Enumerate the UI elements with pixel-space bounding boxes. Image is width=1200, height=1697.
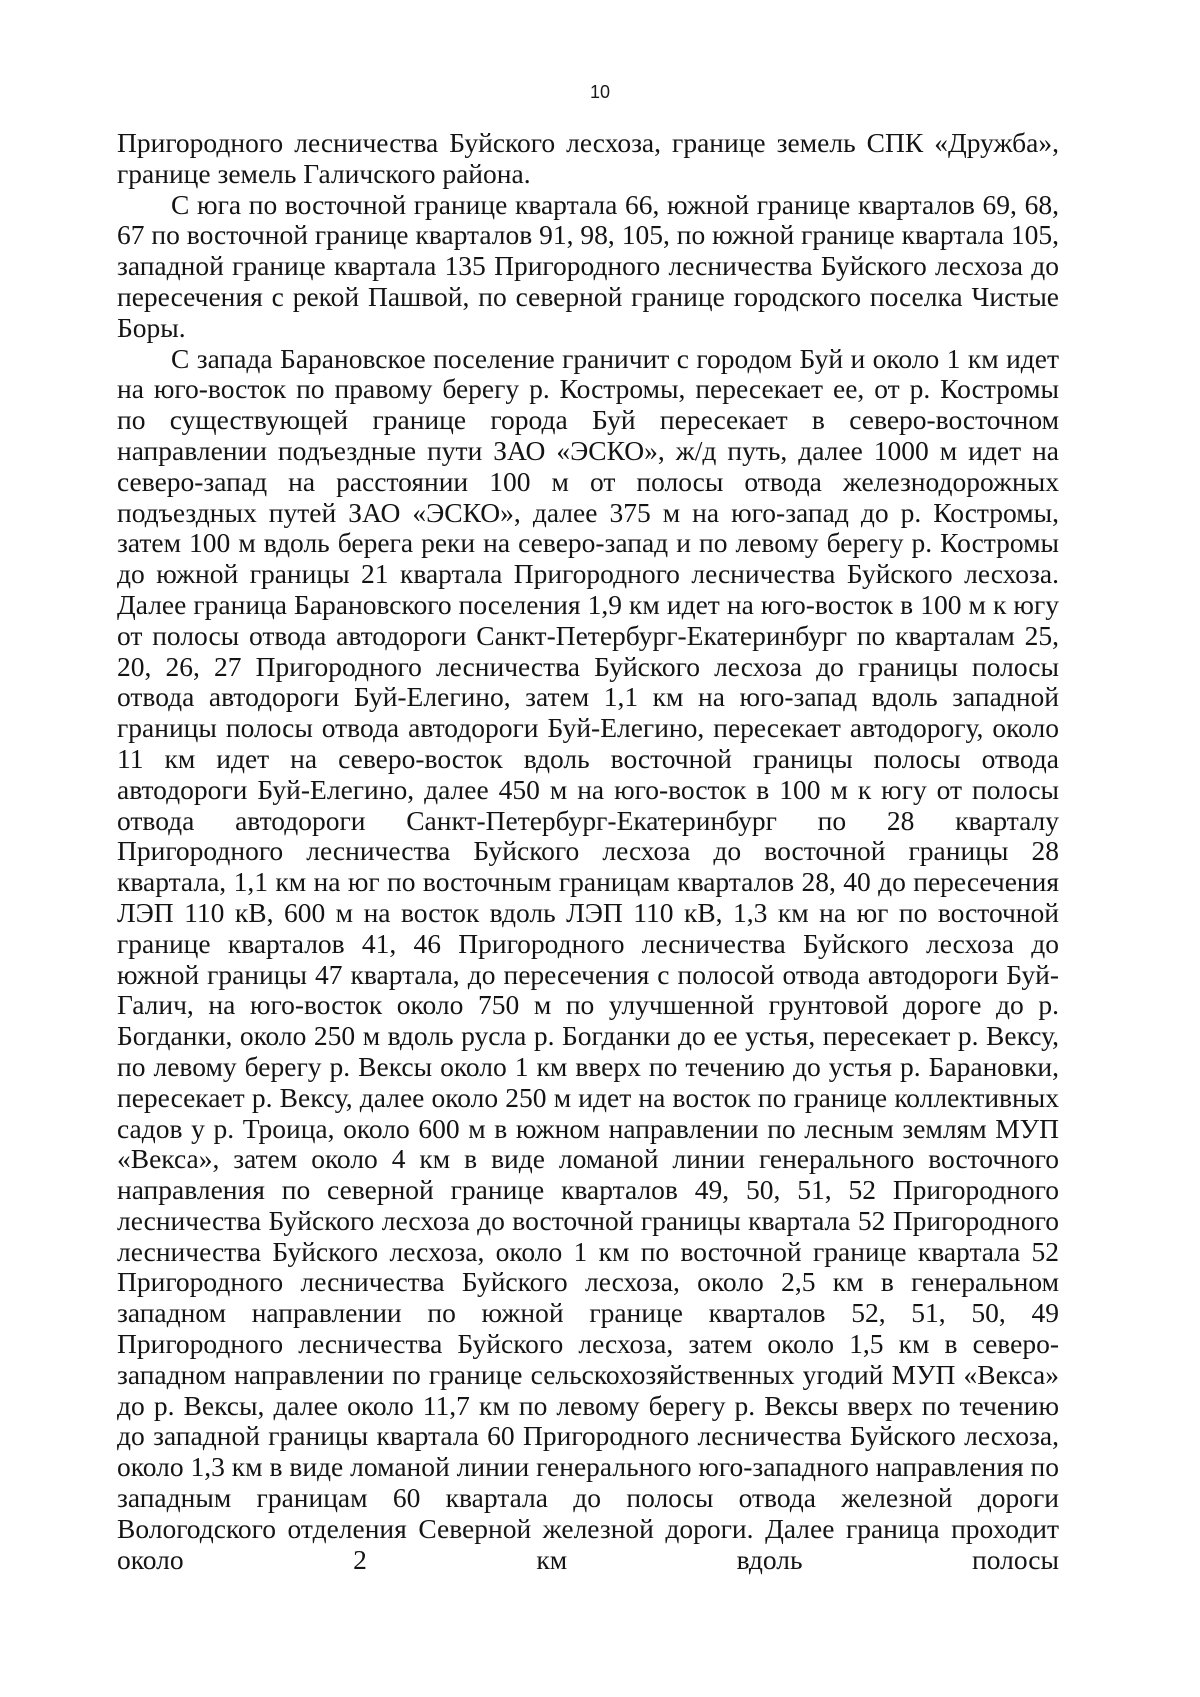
paragraph-continuation: Пригородного лесничества Буйского лесхоза, границе земель СПК «Дружба», границе земель Галичского района.	[117, 127, 1059, 189]
document-text	[117, 128, 1059, 1575]
paragraph-west-border: С запада Барановское поселение граничит с городом Буй и около 1 км идет на юго-восток по правому берегу р. Костромы, пересекает ее, от р. Костромы по существующей границе города Буй пересекает в северо-восточном направлении подъездные пути ЗАО «ЭСКО», ж/д путь, далее 1000 м идет на северо-запад на расстоянии 100 м от полосы отвода железнодорожных подъездных путей ЗАО «ЭСКО», далее 375 м на юго-запад до р. Костромы, затем 100 м вдоль берега реки на северо-запад и по левому берегу р. Костромы до южной границы 21 квартала Пригородного лесничества Буйского лесхоза. Далее граница Барановского поселения 1,9 км идет на юго-восток в 100 м к югу от полосы отвода автодороги Санкт-Петербург-Екатеринбург по кварталам 25, 20, 26, 27 Пригородного лесничества Буйского лесхоза до границы полосы отвода автодороги Буй-Елегино, затем 1,1 км на юго-запад вдоль западной границы полосы отвода автодороги Буй-Елегино, пересекает автодорогу, около 11 км идет на северо-восток вдоль восточной границы полосы отвода автодороги Буй-Елегино, далее 450 м на юго-восток в 100 м к югу от полосы отвода автодороги Санкт-Петербург-Екатеринбург по 28 кварталу Пригородного лесничества Буйского лесхоза до восточной границы 28 квартала, 1,1 км на юг по восточным границам кварталов 28, 40 до пересечения ЛЭП 110 кВ, 600 м на восток вдоль ЛЭП 110 кВ, 1,3 км на юг по восточной границе кварталов 41, 46 Пригородного лесничества Буйского лесхоза до южной границы 47 квартала, до пересечения с полосой отвода автодороги Буй-Галич, на юго-восток около 750 м по улучшенной грунтовой дороге до р. Богданки, около 250 м вдоль русла р. Богданки до ее устья, пересекает р. Вексу, по левому берегу р. Вексы около 1 км вверх по течению до устья р. Барановки, пересекает р. Вексу, далее около 250 м идет на восток по границе коллективных садов у р. Троица, около 600 м в южном направлении по лесным землям МУП «Векса», затем около 4 км в виде ломаной линии генерального восточного направления по северной границе кварталов 49, 50, 51, 52 Пригородного лесничества Буйского лесхоза до восточной границы квартала 52 Пригородного лесничества Буйского лесхоза, около 1 км по восточной границе квартала 52 Пригородного лесничества Буйского лесхоза, около 2,5 км в генеральном западном направлении по южной границе кварталов 52, 51, 50, 49 Пригородного лесничества Буйского лесхоза, затем около 1,5 км в северо-западном направлении по границе сельскохозяйственных угодий МУП «Векса» до р. Вексы, далее около 11,7 км по левому берегу р. Вексы вверх по течению до западной границы квартала 60 Пригородного лесничества Буйского лесхоза, около 1,3 км в виде ломаной линии генерального юго-западного направления по западным границам 60 квартала до полосы отвода железной дороги Вологодского отделения Северной железной дороги. Далее граница проходит около 2 км вдоль полосы	[117, 342, 1059, 1575]
paragraph-south-border: С юга по восточной границе квартала 66, южной границе кварталов 69, 68, 67 по восточной границе кварталов 91, 98, 105, по южной границе квартала 105, западной границе квартала 135 Пригородного лесничества Буйского лесхоза до пересечения с рекой Пашвой, по северной границе городского поселка Чистые Боры.	[117, 188, 1059, 343]
page-number: 10	[589, 82, 611, 102]
